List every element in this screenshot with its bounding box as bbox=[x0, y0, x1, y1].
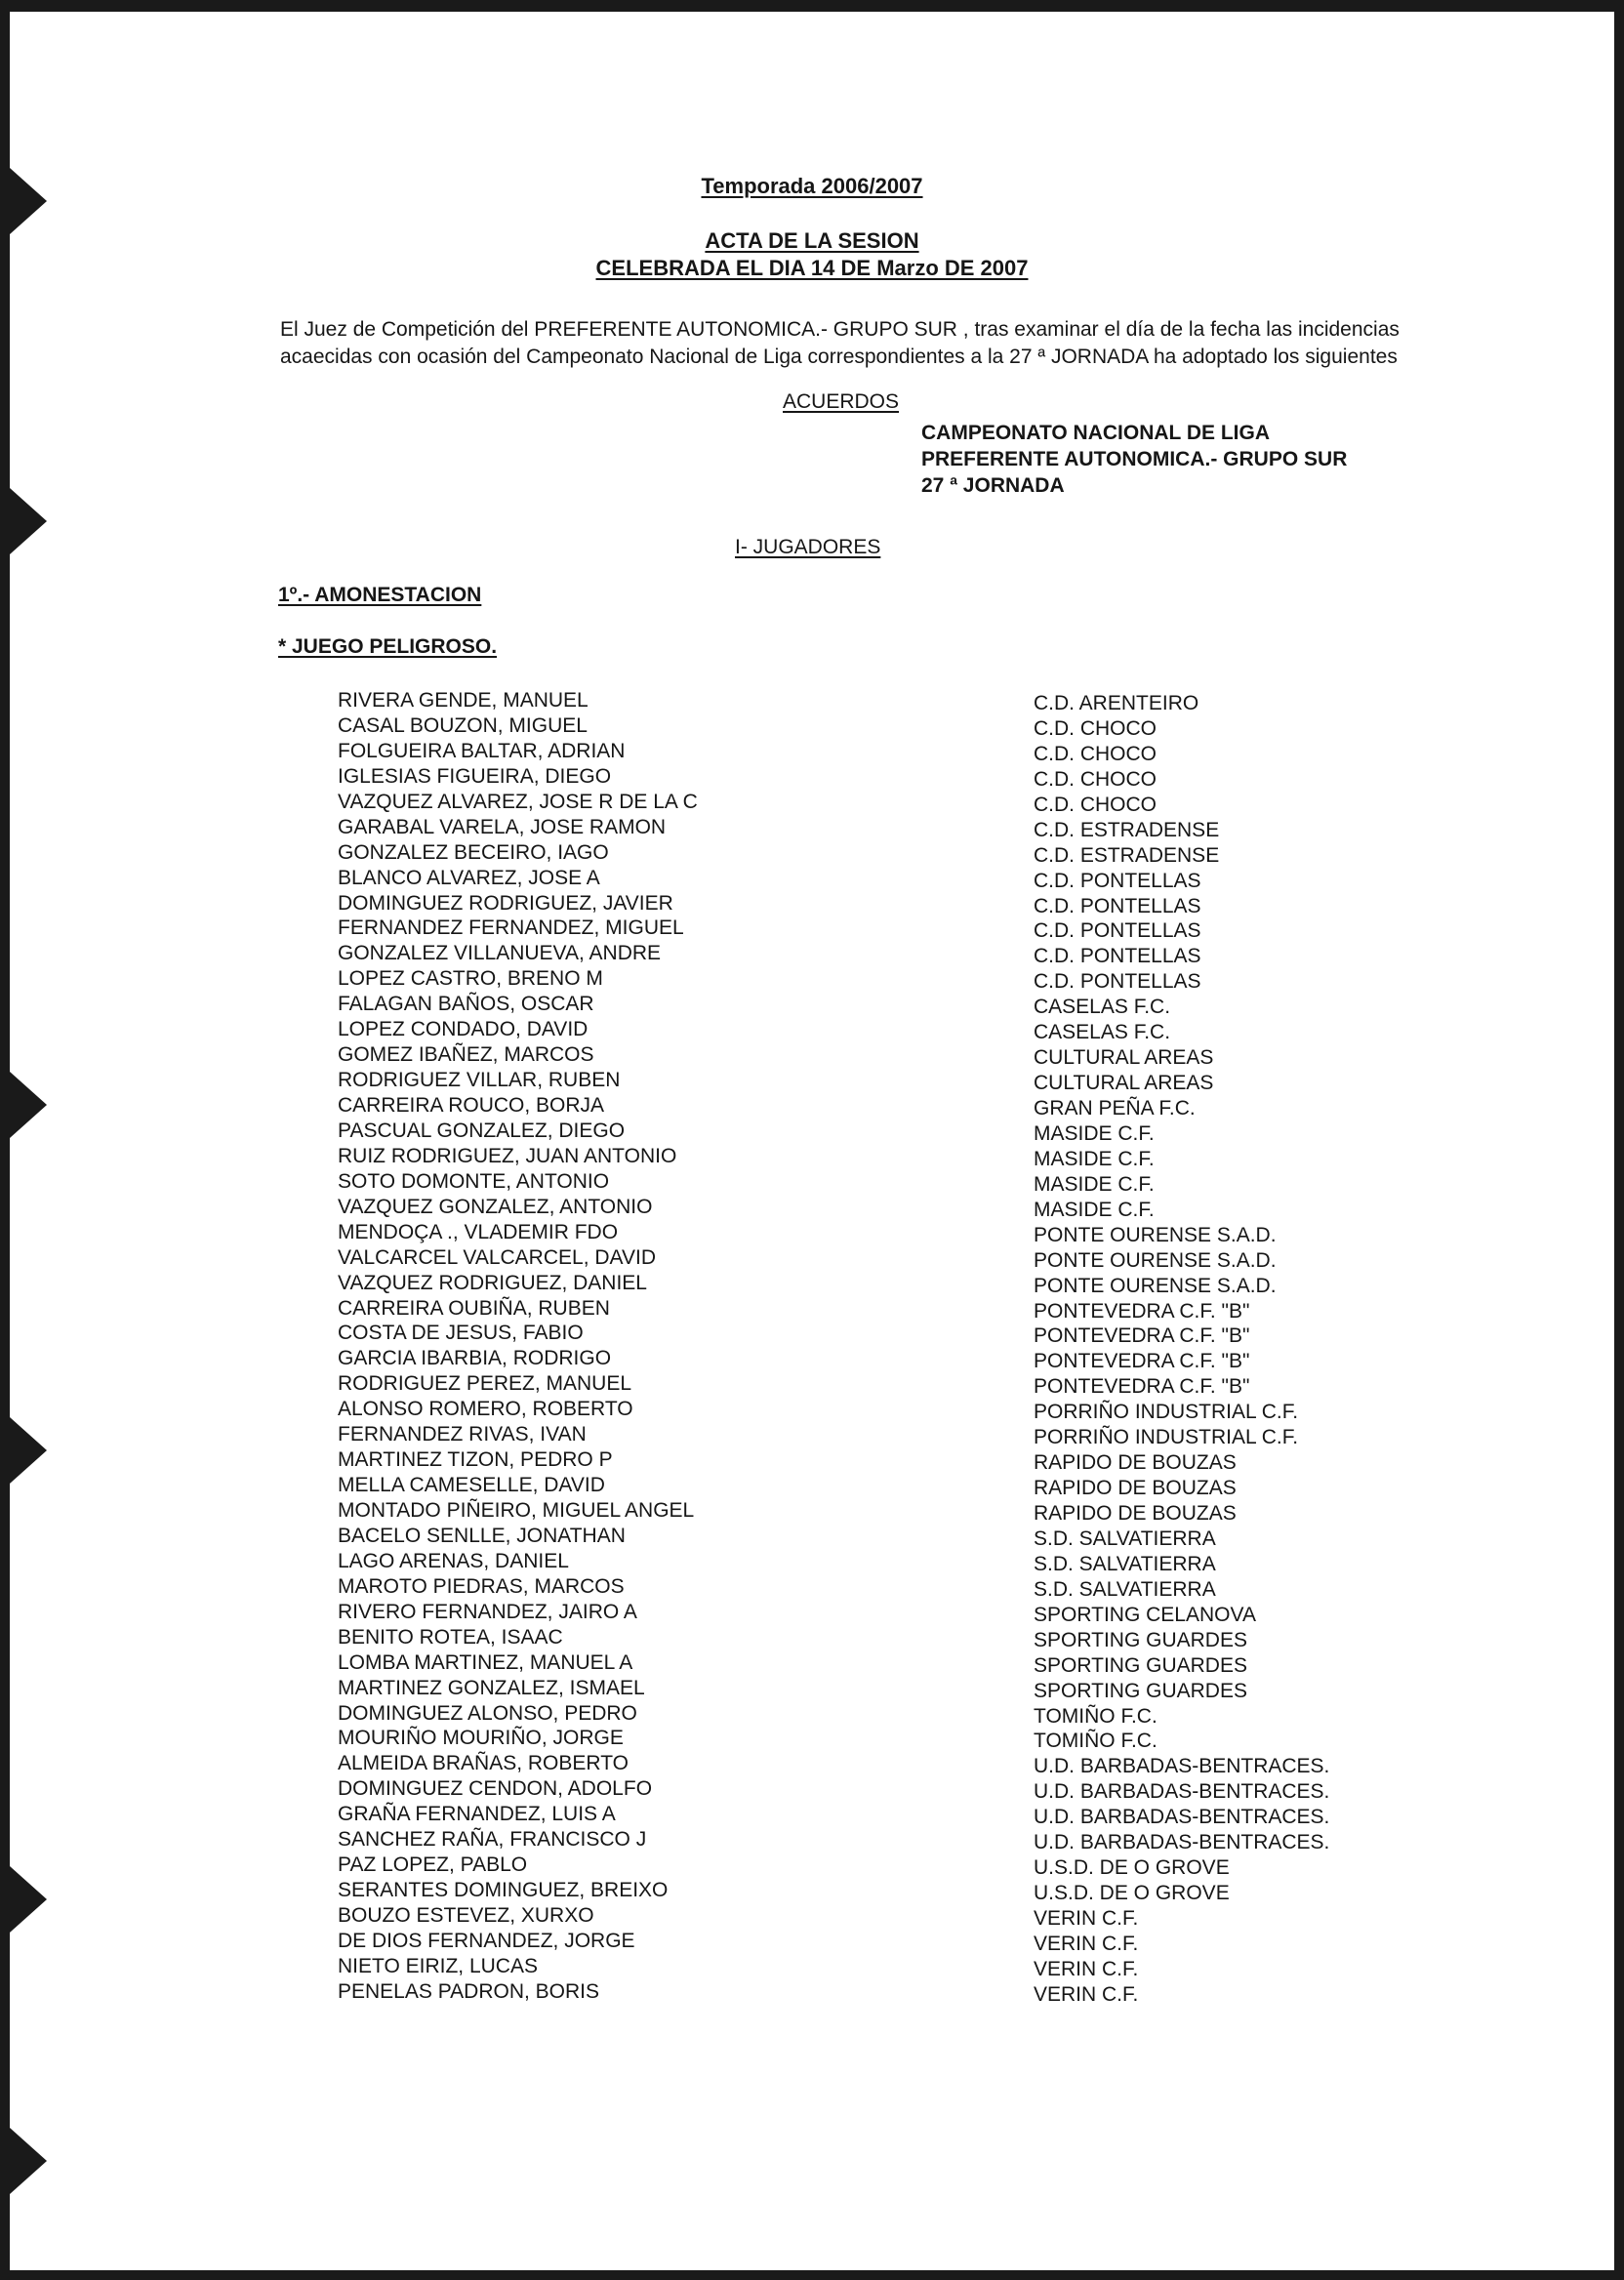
season-title: Temporada 2006/2007 bbox=[701, 174, 923, 198]
player-row bbox=[0, 1068, 1624, 1093]
player-row bbox=[0, 1701, 1624, 1727]
player-name: DOMINGUEZ ALONSO, PEDRO bbox=[338, 1701, 637, 1725]
player-club: CASELAS F.C. bbox=[1034, 996, 1171, 1019]
player-row bbox=[0, 1397, 1624, 1422]
player-name: FERNANDEZ FERNANDEZ, MIGUEL bbox=[338, 916, 684, 940]
player-name: GONZALEZ BECEIRO, IAGO bbox=[338, 840, 609, 864]
player-row bbox=[0, 1220, 1624, 1245]
act-title-line-2: CELEBRADA EL DIA 14 DE Marzo DE 2007 bbox=[595, 256, 1029, 280]
player-list bbox=[0, 688, 1624, 2005]
player-row bbox=[0, 815, 1624, 840]
player-club: PONTEVEDRA C.F. "B" bbox=[1034, 1375, 1250, 1399]
player-club: SPORTING GUARDES bbox=[1034, 1653, 1247, 1677]
player-club: C.D. PONTELLAS bbox=[1034, 894, 1201, 917]
player-club: RAPIDO DE BOUZAS bbox=[1034, 1451, 1237, 1475]
player-club: TOMIÑO F.C. bbox=[1034, 1730, 1157, 1753]
player-club: C.D. ARENTEIRO bbox=[1034, 692, 1199, 714]
player-club: PONTEVEDRA C.F. "B" bbox=[1034, 1299, 1250, 1323]
player-club: SPORTING GUARDES bbox=[1034, 1679, 1247, 1702]
player-club: SPORTING CELANOVA bbox=[1034, 1603, 1256, 1626]
player-row bbox=[0, 739, 1624, 764]
player-row bbox=[0, 992, 1624, 1017]
player-row bbox=[0, 1245, 1624, 1271]
player-club: U.D. BARBADAS-BENTRACES. bbox=[1034, 1831, 1330, 1854]
player-name: LOPEZ CASTRO, BRENO M bbox=[338, 967, 603, 991]
acuerdos-heading: ACUERDOS bbox=[783, 390, 900, 413]
player-name: RIVERO FERNANDEZ, JAIRO A bbox=[338, 1600, 637, 1623]
player-name: VAZQUEZ GONZALEZ, ANTONIO bbox=[338, 1195, 653, 1218]
act-title bbox=[0, 227, 1624, 282]
binder-hole-mark bbox=[10, 488, 47, 554]
player-name: MARTINEZ GONZALEZ, ISMAEL bbox=[338, 1676, 645, 1699]
player-row bbox=[0, 1852, 1624, 1878]
player-name: MOURIÑO MOURIÑO, JORGE bbox=[338, 1727, 624, 1750]
player-name: RODRIGUEZ VILLAR, RUBEN bbox=[338, 1069, 621, 1092]
player-club: S.D. SALVATIERRA bbox=[1034, 1527, 1216, 1550]
player-row bbox=[0, 1549, 1624, 1574]
player-row bbox=[0, 1650, 1624, 1676]
player-name: DOMINGUEZ RODRIGUEZ, JAVIER bbox=[338, 891, 673, 915]
player-club: U.S.D. DE O GROVE bbox=[1034, 1882, 1230, 1905]
player-row bbox=[0, 891, 1624, 916]
binder-hole-mark bbox=[10, 2128, 47, 2194]
player-row bbox=[0, 764, 1624, 790]
player-row bbox=[0, 1498, 1624, 1524]
player-club: VERIN C.F. bbox=[1034, 1957, 1139, 1980]
player-row bbox=[0, 1676, 1624, 1701]
player-row bbox=[0, 866, 1624, 891]
player-club: GRAN PEÑA F.C. bbox=[1034, 1097, 1196, 1120]
player-name: IGLESIAS FIGUEIRA, DIEGO bbox=[338, 764, 612, 788]
player-name: FOLGUEIRA BALTAR, ADRIAN bbox=[338, 739, 626, 762]
player-club: U.D. BARBADAS-BENTRACES. bbox=[1034, 1806, 1330, 1829]
player-club: U.D. BARBADAS-BENTRACES. bbox=[1034, 1755, 1330, 1778]
player-name: PENELAS PADRON, BORIS bbox=[338, 1979, 600, 2003]
player-name: MAROTO PIEDRAS, MARCOS bbox=[338, 1574, 625, 1598]
player-row bbox=[0, 790, 1624, 815]
player-club: MASIDE C.F. bbox=[1034, 1172, 1155, 1196]
player-row bbox=[0, 1271, 1624, 1296]
player-club: PORRIÑO INDUSTRIAL C.F. bbox=[1034, 1426, 1299, 1449]
player-name: DE DIOS FERNANDEZ, JORGE bbox=[338, 1929, 635, 1952]
player-name: RUIZ RODRIGUEZ, JUAN ANTONIO bbox=[338, 1144, 677, 1167]
player-club: C.D. CHOCO bbox=[1034, 767, 1157, 791]
player-club: PONTEVEDRA C.F. "B" bbox=[1034, 1350, 1250, 1373]
player-club: C.D. PONTELLAS bbox=[1034, 869, 1201, 892]
player-name: GOMEZ IBAÑEZ, MARCOS bbox=[338, 1043, 594, 1067]
competition-line-2: PREFERENTE AUTONOMICA.- GRUPO SUR bbox=[921, 448, 1348, 470]
player-name: MENDOÇA ., VLADEMIR FDO bbox=[338, 1220, 619, 1243]
player-club: CULTURAL AREAS bbox=[1034, 1046, 1214, 1070]
player-name: ALONSO ROMERO, ROBERTO bbox=[338, 1398, 633, 1421]
player-club: SPORTING GUARDES bbox=[1034, 1628, 1247, 1651]
player-row bbox=[0, 1979, 1624, 2005]
player-club: RAPIDO DE BOUZAS bbox=[1034, 1502, 1237, 1525]
player-club: PONTE OURENSE S.A.D. bbox=[1034, 1248, 1277, 1272]
player-row bbox=[0, 1903, 1624, 1929]
competition-line-1: CAMPEONATO NACIONAL DE LIGA bbox=[921, 422, 1271, 444]
player-name: BLANCO ALVAREZ, JOSE A bbox=[338, 866, 600, 889]
player-row bbox=[0, 1195, 1624, 1220]
player-row bbox=[0, 840, 1624, 866]
player-name: RODRIGUEZ PEREZ, MANUEL bbox=[338, 1372, 632, 1396]
player-row bbox=[0, 1726, 1624, 1751]
player-row bbox=[0, 1017, 1624, 1042]
player-club: TOMIÑO F.C. bbox=[1034, 1704, 1157, 1728]
player-name: MARTINEZ TIZON, PEDRO P bbox=[338, 1448, 613, 1472]
player-row bbox=[0, 1827, 1624, 1852]
player-name: GARABAL VARELA, JOSE RAMON bbox=[338, 815, 667, 838]
competition-line-3: 27 ª JORNADA bbox=[921, 474, 1065, 497]
player-name: MELLA CAMESELLE, DAVID bbox=[338, 1474, 605, 1497]
player-name: GONZALEZ VILLANUEVA, ANDRE bbox=[338, 942, 662, 965]
player-club: PONTEVEDRA C.F. "B" bbox=[1034, 1324, 1250, 1348]
player-row bbox=[0, 713, 1624, 739]
player-row bbox=[0, 1929, 1624, 1954]
player-club: S.D. SALVATIERRA bbox=[1034, 1577, 1216, 1601]
player-club: U.S.D. DE O GROVE bbox=[1034, 1856, 1230, 1880]
player-row bbox=[0, 1751, 1624, 1776]
player-club: C.D. CHOCO bbox=[1034, 793, 1157, 816]
player-club: C.D. ESTRADENSE bbox=[1034, 843, 1220, 867]
player-row bbox=[0, 1524, 1624, 1549]
player-row bbox=[0, 1296, 1624, 1322]
player-row bbox=[0, 1144, 1624, 1169]
player-club: S.D. SALVATIERRA bbox=[1034, 1552, 1216, 1575]
player-row bbox=[0, 1422, 1624, 1447]
player-club: C.D. ESTRADENSE bbox=[1034, 818, 1220, 841]
player-name: FERNANDEZ RIVAS, IVAN bbox=[338, 1423, 587, 1446]
player-name: CARREIRA OUBIÑA, RUBEN bbox=[338, 1296, 610, 1320]
player-club: MASIDE C.F. bbox=[1034, 1198, 1155, 1221]
player-row bbox=[0, 1371, 1624, 1397]
player-club: MASIDE C.F. bbox=[1034, 1121, 1155, 1145]
player-club: C.D. PONTELLAS bbox=[1034, 970, 1201, 994]
player-club: VERIN C.F. bbox=[1034, 1982, 1139, 2006]
player-row bbox=[0, 966, 1624, 992]
player-name: VALCARCEL VALCARCEL, DAVID bbox=[338, 1245, 656, 1269]
player-row bbox=[0, 1776, 1624, 1802]
player-name: BENITO ROTEA, ISAAC bbox=[338, 1625, 563, 1649]
player-row bbox=[0, 1042, 1624, 1068]
player-name: RIVERA GENDE, MANUEL bbox=[338, 689, 589, 712]
player-name: FALAGAN BAÑOS, OSCAR bbox=[338, 993, 594, 1016]
player-row bbox=[0, 688, 1624, 713]
player-club: CULTURAL AREAS bbox=[1034, 1072, 1214, 1095]
player-club: C.D. CHOCO bbox=[1034, 742, 1157, 765]
player-row bbox=[0, 1802, 1624, 1827]
player-name: BOUZO ESTEVEZ, XURXO bbox=[338, 1904, 594, 1927]
player-name: LOPEZ CONDADO, DAVID bbox=[338, 1018, 589, 1041]
player-name: LOMBA MARTINEZ, MANUEL A bbox=[338, 1650, 633, 1674]
player-name: LAGO ARENAS, DANIEL bbox=[338, 1549, 569, 1572]
player-name: ALMEIDA BRAÑAS, ROBERTO bbox=[338, 1752, 629, 1775]
player-name: GRAÑA FERNANDEZ, LUIS A bbox=[338, 1803, 616, 1826]
player-name: COSTA DE JESUS, FABIO bbox=[338, 1322, 584, 1345]
player-name: PAZ LOPEZ, PABLO bbox=[338, 1853, 528, 1877]
player-row bbox=[0, 1119, 1624, 1144]
competition-block bbox=[921, 420, 1347, 499]
player-name: GARCIA IBARBIA, RODRIGO bbox=[338, 1347, 612, 1370]
player-club: PONTE OURENSE S.A.D. bbox=[1034, 1274, 1277, 1297]
act-title-line-1: ACTA DE LA SESION bbox=[705, 228, 919, 253]
player-club: C.D. PONTELLAS bbox=[1034, 945, 1201, 968]
player-club: U.D. BARBADAS-BENTRACES. bbox=[1034, 1780, 1330, 1804]
player-row bbox=[0, 916, 1624, 941]
player-club: MASIDE C.F. bbox=[1034, 1147, 1155, 1170]
player-club: CASELAS F.C. bbox=[1034, 1021, 1171, 1044]
player-name: SANCHEZ RAÑA, FRANCISCO J bbox=[338, 1828, 647, 1852]
player-name: MONTADO PIÑEIRO, MIGUEL ANGEL bbox=[338, 1499, 695, 1522]
player-row bbox=[0, 1093, 1624, 1119]
player-name: BACELO SENLLE, JONATHAN bbox=[338, 1524, 626, 1547]
category-heading: * JUEGO PELIGROSO. bbox=[278, 635, 498, 658]
player-name: SERANTES DOMINGUEZ, BREIXO bbox=[338, 1879, 669, 1902]
player-club: C.D. CHOCO bbox=[1034, 716, 1157, 740]
player-club: PORRIÑO INDUSTRIAL C.F. bbox=[1034, 1401, 1299, 1424]
player-club: RAPIDO DE BOUZAS bbox=[1034, 1477, 1237, 1500]
player-row bbox=[0, 1954, 1624, 1979]
player-name: NIETO EIRIZ, LUCAS bbox=[338, 1954, 538, 1977]
player-row bbox=[0, 1321, 1624, 1346]
section-heading: I- JUGADORES bbox=[735, 536, 881, 558]
player-club: VERIN C.F. bbox=[1034, 1932, 1139, 1955]
player-name: VAZQUEZ RODRIGUEZ, DANIEL bbox=[338, 1271, 647, 1294]
player-name: CARREIRA ROUCO, BORJA bbox=[338, 1094, 605, 1117]
player-name: VAZQUEZ ALVAREZ, JOSE R DE LA C bbox=[338, 790, 698, 813]
player-name: DOMINGUEZ CENDON, ADOLFO bbox=[338, 1777, 653, 1801]
player-row bbox=[0, 1600, 1624, 1625]
player-row bbox=[0, 1169, 1624, 1195]
player-club: VERIN C.F. bbox=[1034, 1907, 1139, 1930]
player-name: PASCUAL GONZALEZ, DIEGO bbox=[338, 1119, 626, 1142]
player-row bbox=[0, 1878, 1624, 1903]
player-row bbox=[0, 1473, 1624, 1498]
subsection-heading: 1º.- AMONESTACION bbox=[278, 584, 482, 606]
player-club: C.D. PONTELLAS bbox=[1034, 919, 1201, 943]
player-name: SOTO DOMONTE, ANTONIO bbox=[338, 1169, 610, 1193]
player-row bbox=[0, 1574, 1624, 1600]
player-row bbox=[0, 1346, 1624, 1371]
player-name: CASAL BOUZON, MIGUEL bbox=[338, 713, 588, 737]
player-club: PONTE OURENSE S.A.D. bbox=[1034, 1223, 1277, 1246]
intro-paragraph: El Juez de Competición del PREFERENTE AUTONOMICA.- GRUPO SUR , tras examinar el día de la fecha las incidencias acaecidas con ocasión del Campeonato Nacional de Liga correspondientes a la 27 ª JORNADA ha adoptado los siguientes bbox=[280, 318, 1400, 368]
player-row bbox=[0, 941, 1624, 966]
player-row bbox=[0, 1625, 1624, 1650]
player-row bbox=[0, 1447, 1624, 1473]
